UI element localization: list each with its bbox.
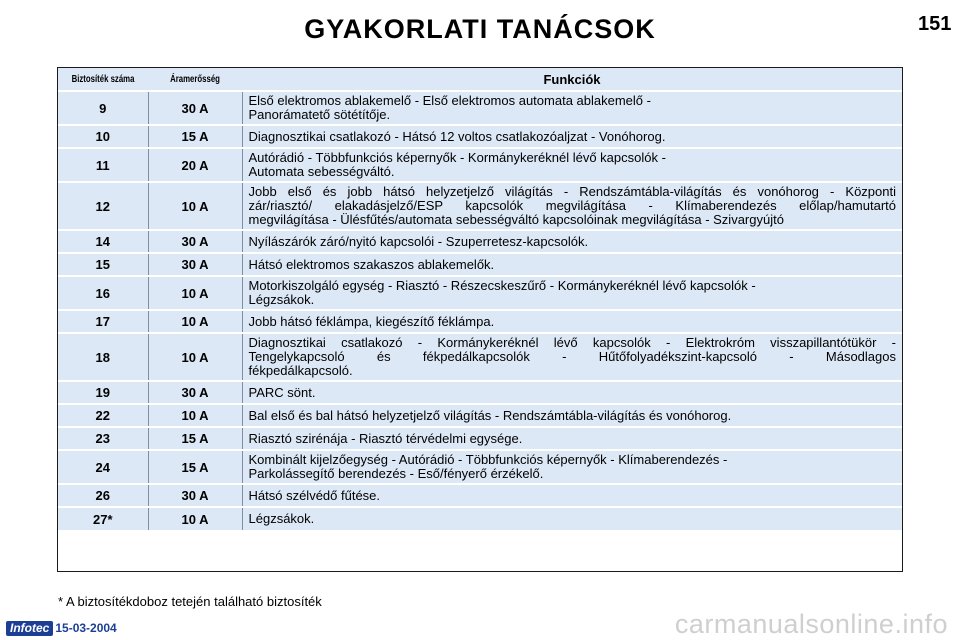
function-cell xyxy=(242,91,902,125)
fuse-number-cell: 24 xyxy=(58,450,148,484)
fuse-number-cell: 17 xyxy=(58,310,148,333)
amperage-cell: 10 A xyxy=(148,182,242,230)
amperage-cell: 10 A xyxy=(148,507,242,530)
fuse-number-cell: 27* xyxy=(58,507,148,530)
function-cell xyxy=(242,450,902,484)
function-line: Jobb első és jobb hátsó helyzetjelző világítás - Rendszámtábla-világítás és vonóhorog - Központi xyxy=(248,184,896,199)
amperage-cell: 15 A xyxy=(148,125,242,148)
amperage-cell: 30 A xyxy=(148,484,242,507)
fuse-number-cell: 9 xyxy=(58,91,148,125)
amperage-cell: 10 A xyxy=(148,276,242,310)
table-row xyxy=(58,404,902,427)
function-cell xyxy=(242,182,902,230)
page-number: 151 xyxy=(918,13,952,35)
amperage-cell: 10 A xyxy=(148,310,242,333)
function-line: Tengelykapcsoló és fékpedálkapcsolók - Hűtőfolyadékszint-kapcsoló - Másodlagos xyxy=(248,349,896,364)
function-line: Riasztó szirénája - Riasztó térvédelmi egysége. xyxy=(248,430,523,446)
table-row xyxy=(58,182,902,230)
table-header-row xyxy=(58,68,902,91)
function-cell xyxy=(242,230,902,253)
footnote: * A biztosítékdoboz tetején található biztosíték xyxy=(58,594,322,609)
table-row xyxy=(58,381,902,404)
function-cell xyxy=(242,125,902,148)
function-line: Diagnosztikai csatlakozó - Kormánykeréknél lévő kapcsolók - Elektrokróm visszapillantótükör - xyxy=(248,335,896,350)
fuse-number-cell: 22 xyxy=(58,404,148,427)
function-cell xyxy=(242,427,902,450)
amperage-cell: 10 A xyxy=(148,404,242,427)
header-amperage: Áramerősség xyxy=(158,68,231,91)
table-row xyxy=(58,276,902,310)
amperage-cell: 30 A xyxy=(148,381,242,404)
fuse-table-body xyxy=(58,91,902,530)
function-line: Autórádió - Többfunkciós képernyők - Kormánykeréknél lévő kapcsolók - xyxy=(248,150,666,165)
fuse-number-cell: 14 xyxy=(58,230,148,253)
function-line: Motorkiszolgáló egység - Riasztó - Részecskeszűrő - Kormánykeréknél lévő kapcsolók - xyxy=(248,278,756,293)
table-row xyxy=(58,450,902,484)
watermark: carmanualsonline.info xyxy=(674,609,948,639)
function-line: Első elektromos ablakemelő - Első elektromos automata ablakemelő - xyxy=(248,93,651,108)
function-line: Hátsó elektromos szakaszos ablakemelők. xyxy=(248,256,495,272)
function-cell xyxy=(242,276,902,310)
function-line: Hátsó szélvédő fűtése. xyxy=(248,487,381,503)
table-row xyxy=(58,333,902,381)
function-line: Diagnosztikai csatlakozó - Hátsó 12 voltos csatlakozóaljzat - Vonóhorog. xyxy=(248,128,666,144)
amperage-cell: 30 A xyxy=(148,91,242,125)
function-cell xyxy=(242,148,902,182)
fuse-number-cell: 16 xyxy=(58,276,148,310)
table-row xyxy=(58,484,902,507)
amperage-cell: 15 A xyxy=(148,450,242,484)
header-functions: Funkciók xyxy=(242,68,902,91)
table-row xyxy=(58,253,902,276)
function-line: Automata sebességváltó. xyxy=(248,164,395,179)
page-title: GYAKORLATI TANÁCSOK xyxy=(304,14,656,44)
table-row xyxy=(58,125,902,148)
function-cell xyxy=(242,404,902,427)
function-line: Bal első és bal hátsó helyzetjelző világítás - Rendszámtábla-világítás és vonóhorog. xyxy=(248,407,732,423)
footer-brand xyxy=(6,620,117,636)
fuse-number-cell: 15 xyxy=(58,253,148,276)
amperage-cell: 30 A xyxy=(148,253,242,276)
table-row xyxy=(58,148,902,182)
function-line: zár/riasztó/ elakadásjelző/ESP kapcsolók megvilágítása - Klímaberendezés előlap/hamutartó xyxy=(248,198,896,213)
function-line: fékpedálkapcsoló. xyxy=(248,363,353,378)
fuse-number-cell: 18 xyxy=(58,333,148,381)
function-cell xyxy=(242,381,902,404)
function-line: Légzsákok. xyxy=(248,511,315,526)
function-line: megvilágítása - Ülésfűtés/automata sebességváltó kapcsolóinak megvilágítása - Szivargyújtó xyxy=(248,212,784,227)
function-line: Jobb hátsó féklámpa, kiegészítő féklámpa. xyxy=(248,313,495,329)
function-line: Nyílászárók záró/nyitó kapcsolói - Szuperretesz-kapcsolók. xyxy=(248,233,589,249)
function-cell xyxy=(242,484,902,507)
function-cell xyxy=(242,310,902,333)
fuse-number-cell: 19 xyxy=(58,381,148,404)
function-line: Légzsákok. xyxy=(248,292,315,307)
fuse-table xyxy=(58,68,902,530)
table-row xyxy=(58,507,902,530)
fuse-number-cell: 12 xyxy=(58,182,148,230)
amperage-cell: 10 A xyxy=(148,333,242,381)
fuse-number-cell: 11 xyxy=(58,148,148,182)
table-row xyxy=(58,427,902,450)
table-row xyxy=(58,230,902,253)
function-cell xyxy=(242,253,902,276)
function-cell xyxy=(242,333,902,381)
function-line: PARC sönt. xyxy=(248,384,316,400)
function-line: Parkolássegítő berendezés - Eső/fényerő érzékelő. xyxy=(248,466,544,481)
infotec-logo: Infotec xyxy=(6,621,53,636)
fuse-number-cell: 23 xyxy=(58,427,148,450)
table-row xyxy=(58,91,902,125)
amperage-cell: 15 A xyxy=(148,427,242,450)
amperage-cell: 30 A xyxy=(148,230,242,253)
amperage-cell: 20 A xyxy=(148,148,242,182)
header-fuse-number: Biztosíték száma xyxy=(68,68,138,91)
print-date: 15-03-2004 xyxy=(55,621,117,635)
fuse-number-cell: 10 xyxy=(58,125,148,148)
fuse-number-cell: 26 xyxy=(58,484,148,507)
table-row xyxy=(58,310,902,333)
function-line: Kombinált kijelzőegység - Autórádió - Többfunkciós képernyők - Klímaberendezés - xyxy=(248,452,728,467)
function-line: Panorámatető sötétítője. xyxy=(248,107,391,122)
function-cell xyxy=(242,507,902,530)
